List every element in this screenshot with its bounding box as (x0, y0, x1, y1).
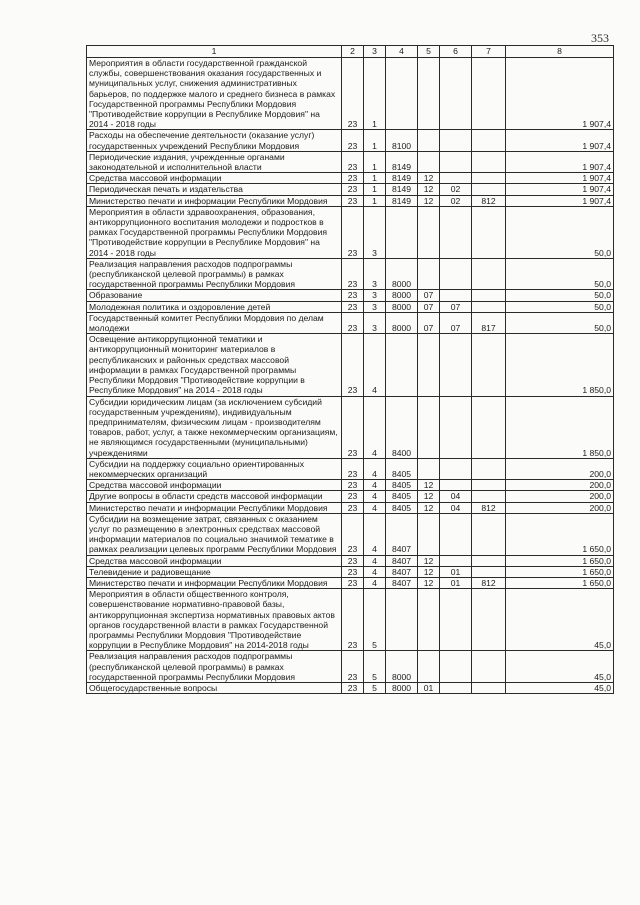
expense-direction-code-cell: 8405 (386, 491, 418, 502)
expense-name-cell: Министерство печати и информации Республики Мордовия (87, 195, 342, 206)
expense-name-cell: Молодежная политика и оздоровление детей (87, 301, 342, 312)
department-code-cell: 817 (472, 312, 506, 333)
table-row (87, 480, 614, 491)
ministry-code-cell: 23 (342, 513, 364, 555)
subprogram-code-cell: 4 (364, 502, 386, 513)
subsection-code-cell: 02 (440, 195, 472, 206)
table-row (87, 173, 614, 184)
subprogram-code-cell: 3 (364, 312, 386, 333)
expense-direction-code-cell (386, 589, 418, 651)
expense-direction-code-cell: 8000 (386, 312, 418, 333)
expense-name-cell: Реализация направления расходов подпрограммы (республиканской целевой программы) в рамках государственной программы Республики Мордовия (87, 258, 342, 290)
subsection-code-cell (440, 258, 472, 290)
table-row (87, 566, 614, 577)
amount-cell: 50,0 (506, 312, 614, 333)
subsection-code-cell (440, 513, 472, 555)
expense-direction-code-cell: 8400 (386, 396, 418, 458)
expense-name-cell: Реализация направления расходов подпрограммы (республиканской целевой программы) в рамках государственной программы Республики Мордовия (87, 651, 342, 683)
ministry-code-cell: 23 (342, 458, 364, 479)
header-cell: 7 (472, 46, 506, 58)
expense-name-cell: Телевидение и радиовещание (87, 566, 342, 577)
ministry-code-cell: 23 (342, 173, 364, 184)
expense-name-cell: Министерство печати и информации Республики Мордовия (87, 502, 342, 513)
ministry-code-cell: 23 (342, 491, 364, 502)
subprogram-code-cell: 4 (364, 334, 386, 396)
department-code-cell (472, 555, 506, 566)
department-code-cell (472, 491, 506, 502)
amount-cell: 1 650,0 (506, 513, 614, 555)
amount-cell: 1 907,4 (506, 195, 614, 206)
subsection-code-cell (440, 480, 472, 491)
table-row (87, 312, 614, 333)
ministry-code-cell: 23 (342, 555, 364, 566)
section-code-cell: 07 (418, 312, 440, 333)
ministry-code-cell: 23 (342, 258, 364, 290)
expense-direction-code-cell: 8407 (386, 513, 418, 555)
expense-name-cell: Другие вопросы в области средств массовой информации (87, 491, 342, 502)
subprogram-code-cell: 4 (364, 396, 386, 458)
ministry-code-cell: 23 (342, 589, 364, 651)
department-code-cell (472, 682, 506, 693)
section-code-cell: 12 (418, 555, 440, 566)
header-cell: 6 (440, 46, 472, 58)
header-cell: 2 (342, 46, 364, 58)
subprogram-code-cell: 3 (364, 301, 386, 312)
expense-direction-code-cell (386, 58, 418, 130)
department-code-cell (472, 130, 506, 151)
expense-name-cell: Средства массовой информации (87, 480, 342, 491)
expense-direction-code-cell: 8149 (386, 151, 418, 172)
subprogram-code-cell: 5 (364, 651, 386, 683)
amount-cell: 1 907,4 (506, 173, 614, 184)
subsection-code-cell: 02 (440, 184, 472, 195)
department-code-cell (472, 301, 506, 312)
amount-cell: 200,0 (506, 502, 614, 513)
expense-direction-code-cell: 8405 (386, 458, 418, 479)
expense-name-cell: Субсидии на возмещение затрат, связанных с оказанием услуг по размещению в электронных средствах массовой информации материалов по социально значимой тематике в рамках реализации целевых программ Республики Мордовия (87, 513, 342, 555)
amount-cell: 1 907,4 (506, 58, 614, 130)
expense-direction-code-cell: 8407 (386, 555, 418, 566)
ministry-code-cell: 23 (342, 312, 364, 333)
section-code-cell (418, 651, 440, 683)
section-code-cell (418, 206, 440, 258)
section-code-cell: 12 (418, 480, 440, 491)
section-code-cell: 12 (418, 502, 440, 513)
department-code-cell (472, 173, 506, 184)
subprogram-code-cell: 4 (364, 513, 386, 555)
subsection-code-cell (440, 458, 472, 479)
amount-cell: 1 907,4 (506, 151, 614, 172)
department-code-cell (472, 480, 506, 491)
ministry-code-cell: 23 (342, 682, 364, 693)
ministry-code-cell: 23 (342, 206, 364, 258)
department-code-cell (472, 206, 506, 258)
ministry-code-cell: 23 (342, 151, 364, 172)
ministry-code-cell: 23 (342, 334, 364, 396)
header-cell: 5 (418, 46, 440, 58)
table-row (87, 290, 614, 301)
subsection-code-cell: 07 (440, 301, 472, 312)
section-code-cell (418, 334, 440, 396)
subsection-code-cell (440, 396, 472, 458)
department-code-cell (472, 458, 506, 479)
department-code-cell (472, 290, 506, 301)
amount-cell: 50,0 (506, 258, 614, 290)
table-row (87, 502, 614, 513)
subprogram-code-cell: 4 (364, 566, 386, 577)
expense-direction-code-cell: 8405 (386, 502, 418, 513)
department-code-cell (472, 334, 506, 396)
table-row (87, 513, 614, 555)
section-code-cell: 12 (418, 173, 440, 184)
expense-name-cell: Образование (87, 290, 342, 301)
amount-cell: 50,0 (506, 206, 614, 258)
department-code-cell: 812 (472, 502, 506, 513)
amount-cell: 45,0 (506, 589, 614, 651)
subsection-code-cell (440, 173, 472, 184)
amount-cell: 1 650,0 (506, 555, 614, 566)
department-code-cell (472, 396, 506, 458)
subprogram-code-cell: 1 (364, 184, 386, 195)
ministry-code-cell: 23 (342, 502, 364, 513)
subprogram-code-cell: 1 (364, 173, 386, 184)
amount-cell: 1 850,0 (506, 334, 614, 396)
header-cell: 8 (506, 46, 614, 58)
section-code-cell: 12 (418, 491, 440, 502)
expense-direction-code-cell (386, 206, 418, 258)
table-row (87, 130, 614, 151)
ministry-code-cell: 23 (342, 301, 364, 312)
subprogram-code-cell: 3 (364, 290, 386, 301)
expense-name-cell: Субсидии на поддержку социально ориентированных некоммерческих организаций (87, 458, 342, 479)
department-code-cell (472, 58, 506, 130)
expense-name-cell: Средства массовой информации (87, 555, 342, 566)
table-row (87, 206, 614, 258)
subprogram-code-cell: 4 (364, 458, 386, 479)
subprogram-code-cell: 1 (364, 130, 386, 151)
amount-cell: 1 850,0 (506, 396, 614, 458)
subprogram-code-cell: 5 (364, 589, 386, 651)
expense-name-cell: Мероприятия в области государственной гражданской службы, совершенствования оказания государственных и муниципальных услуг, снижения административных барьеров, по поддержке малого и среднего бизнеса в рамках Государственной программы Республики Мордовия "Противодействие коррупции в Республике Мордовия" на 2014 - 2018 годы (87, 58, 342, 130)
expense-name-cell: Субсидии юридическим лицам (за исключением субсидий государственным учреждениям), индивидуальным предпринимателям, физическим лицам - производителям товаров, работ, услуг, а также некоммерческим организациям, не являющимся государственными (муниципальными) учреждениями (87, 396, 342, 458)
subprogram-code-cell: 3 (364, 206, 386, 258)
expense-direction-code-cell: 8407 (386, 577, 418, 588)
section-code-cell: 12 (418, 577, 440, 588)
subprogram-code-cell: 1 (364, 151, 386, 172)
expense-name-cell: Освещение антикоррупционной тематики и антикоррупционный мониторинг материалов в республиканских и районных средствах массовой информации в рамках Государственной программы Республики Мордовия "Противодействие коррупции в Республике Мордовия" на 2014 - 2018 годы (87, 334, 342, 396)
subprogram-code-cell: 3 (364, 258, 386, 290)
amount-cell: 200,0 (506, 491, 614, 502)
amount-cell: 1 650,0 (506, 566, 614, 577)
subsection-code-cell: 04 (440, 502, 472, 513)
expense-direction-code-cell: 8000 (386, 258, 418, 290)
subsection-code-cell (440, 334, 472, 396)
expense-direction-code-cell: 8149 (386, 195, 418, 206)
expense-name-cell: Министерство печати и информации Республики Мордовия (87, 577, 342, 588)
section-code-cell (418, 396, 440, 458)
department-code-cell (472, 589, 506, 651)
subsection-code-cell (440, 555, 472, 566)
amount-cell: 50,0 (506, 301, 614, 312)
department-code-cell (472, 513, 506, 555)
table-row (87, 258, 614, 290)
subprogram-code-cell: 4 (364, 480, 386, 491)
expense-direction-code-cell: 8405 (386, 480, 418, 491)
section-code-cell: 07 (418, 290, 440, 301)
ministry-code-cell: 23 (342, 396, 364, 458)
header-cell: 4 (386, 46, 418, 58)
ministry-code-cell: 23 (342, 290, 364, 301)
expense-name-cell: Государственный комитет Республики Мордовия по делам молодежи (87, 312, 342, 333)
ministry-code-cell: 23 (342, 195, 364, 206)
amount-cell: 50,0 (506, 290, 614, 301)
table-row (87, 651, 614, 683)
table-row (87, 334, 614, 396)
subsection-code-cell (440, 130, 472, 151)
subsection-code-cell: 01 (440, 577, 472, 588)
ministry-code-cell: 23 (342, 651, 364, 683)
section-code-cell (418, 258, 440, 290)
ministry-code-cell: 23 (342, 577, 364, 588)
subprogram-code-cell: 1 (364, 58, 386, 130)
table-row (87, 184, 614, 195)
expense-name-cell: Периодическая печать и издательства (87, 184, 342, 195)
table-row (87, 301, 614, 312)
subsection-code-cell: 01 (440, 566, 472, 577)
table-row (87, 151, 614, 172)
department-code-cell (472, 258, 506, 290)
header-cell: 3 (364, 46, 386, 58)
subsection-code-cell (440, 682, 472, 693)
expense-name-cell: Периодические издания, учрежденные органами законодательной и исполнительной власти (87, 151, 342, 172)
expense-direction-code-cell: 8149 (386, 173, 418, 184)
department-code-cell (472, 566, 506, 577)
expense-name-cell: Мероприятия в области общественного контроля, совершенствование нормативно-правовой базы, антикоррупционная экспертиза нормативных правовых актов органов государственной власти в рамках Государственной программы Республики Мордовия "Противодействие коррупции в Республике Мордовия" на 2014-2018 годы (87, 589, 342, 651)
subprogram-code-cell: 1 (364, 195, 386, 206)
expense-direction-code-cell: 8149 (386, 184, 418, 195)
table-row (87, 589, 614, 651)
department-code-cell (472, 651, 506, 683)
table-row (87, 458, 614, 479)
expense-name-cell: Средства массовой информации (87, 173, 342, 184)
expense-direction-code-cell: 8000 (386, 651, 418, 683)
department-code-cell: 812 (472, 577, 506, 588)
header-cell: 1 (87, 46, 342, 58)
table-row (87, 555, 614, 566)
section-code-cell (418, 589, 440, 651)
expense-direction-code-cell (386, 334, 418, 396)
table-row (87, 682, 614, 693)
amount-cell: 45,0 (506, 651, 614, 683)
table-row (87, 396, 614, 458)
amount-cell: 1 650,0 (506, 577, 614, 588)
ministry-code-cell: 23 (342, 566, 364, 577)
expense-name-cell: Мероприятия в области здравоохранения, образования, антикоррупционного воспитания молодежи и подростков в рамках Государственной программы Республики Мордовия "Противодействие коррупции в Республике Мордовия" на 2014 - 2018 годы (87, 206, 342, 258)
subsection-code-cell (440, 58, 472, 130)
subsection-code-cell (440, 206, 472, 258)
section-code-cell (418, 58, 440, 130)
expense-direction-code-cell: 8100 (386, 130, 418, 151)
department-code-cell (472, 184, 506, 195)
subsection-code-cell (440, 151, 472, 172)
ministry-code-cell: 23 (342, 480, 364, 491)
header-row (87, 46, 614, 58)
table-row (87, 491, 614, 502)
ministry-code-cell: 23 (342, 58, 364, 130)
section-code-cell (418, 513, 440, 555)
section-code-cell: 01 (418, 682, 440, 693)
amount-cell: 45,0 (506, 682, 614, 693)
subsection-code-cell (440, 651, 472, 683)
amount-cell: 200,0 (506, 458, 614, 479)
expense-name-cell: Общегосударственные вопросы (87, 682, 342, 693)
table-row (87, 58, 614, 130)
expense-direction-code-cell: 8000 (386, 290, 418, 301)
amount-cell: 1 907,4 (506, 130, 614, 151)
subsection-code-cell (440, 589, 472, 651)
table-row (87, 195, 614, 206)
subsection-code-cell: 04 (440, 491, 472, 502)
section-code-cell (418, 151, 440, 172)
subprogram-code-cell: 5 (364, 682, 386, 693)
expense-direction-code-cell: 8000 (386, 301, 418, 312)
section-code-cell (418, 130, 440, 151)
expense-direction-code-cell: 8407 (386, 566, 418, 577)
section-code-cell: 12 (418, 184, 440, 195)
section-code-cell: 07 (418, 301, 440, 312)
department-code-cell: 812 (472, 195, 506, 206)
ministry-code-cell: 23 (342, 184, 364, 195)
subprogram-code-cell: 4 (364, 555, 386, 566)
subsection-code-cell (440, 290, 472, 301)
page-number: 353 (591, 31, 609, 45)
expense-direction-code-cell: 8000 (386, 682, 418, 693)
section-code-cell: 12 (418, 566, 440, 577)
amount-cell: 1 907,4 (506, 184, 614, 195)
amount-cell: 200,0 (506, 480, 614, 491)
budget-table (86, 45, 614, 694)
section-code-cell: 12 (418, 195, 440, 206)
ministry-code-cell: 23 (342, 130, 364, 151)
department-code-cell (472, 151, 506, 172)
table-row (87, 577, 614, 588)
subprogram-code-cell: 4 (364, 577, 386, 588)
subsection-code-cell: 07 (440, 312, 472, 333)
expense-name-cell: Расходы на обеспечение деятельности (оказание услуг) государственных учреждений Республики Мордовия (87, 130, 342, 151)
section-code-cell (418, 458, 440, 479)
subprogram-code-cell: 4 (364, 491, 386, 502)
